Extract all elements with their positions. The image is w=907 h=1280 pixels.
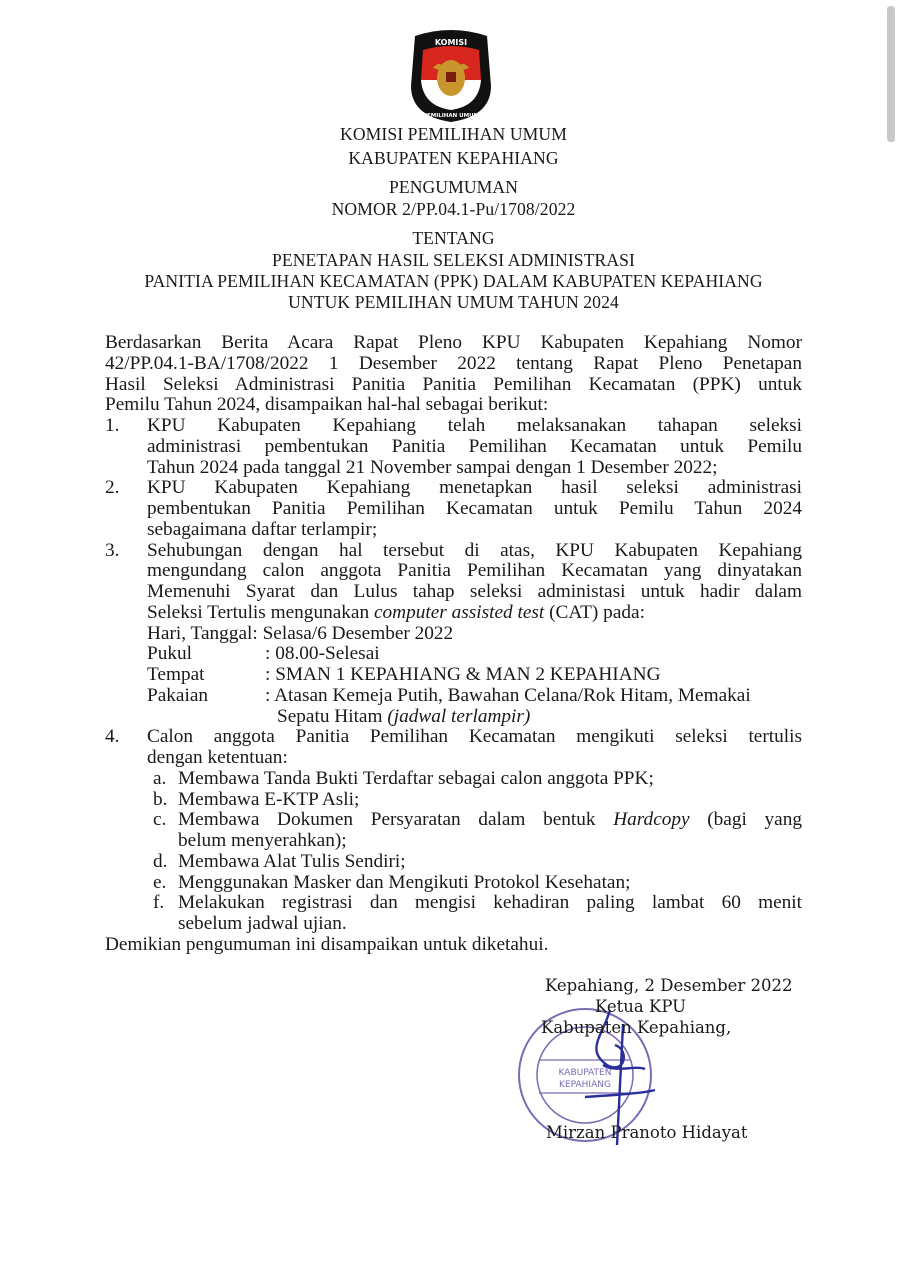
schedule-day: Hari, Tanggal: Selasa/6 Desember 2022 <box>147 622 454 644</box>
text-line: KPU Kabupaten Kepahiang menetapkan hasil seleksi administrasi <box>147 477 802 499</box>
text-line: dengan ketentuan: <box>147 747 288 768</box>
doc-number: NOMOR 2/PP.04.1-Pu/1708/2022 <box>331 199 576 219</box>
document-body <box>105 333 802 956</box>
schedule-place: Tempat : SMAN 1 KEPAHIANG & MAN 2 KEPAHIANG <box>147 664 661 685</box>
kpu-garuda-logo-icon <box>405 28 497 123</box>
scrollbar[interactable] <box>887 6 895 142</box>
requirement-item: a. Membawa Tanda Bukti Terdaftar sebagai calon anggota PPK; <box>153 767 654 789</box>
list-item <box>105 727 802 769</box>
text-line: administrasi pembentukan Panitia Pemilihan Kecamatan untuk Pemilu <box>147 435 802 457</box>
requirement-item: b. Membawa E-KTP Asli; <box>153 788 360 810</box>
closing-statement: Demikian pengumuman ini disampaikan untuk diketahui. <box>105 933 549 955</box>
text-line: pembentukan Panitia Pemilihan Kecamatan untuk Pemilu Tahun 2024 <box>147 498 802 519</box>
org-region: KABUPATEN KEPAHIANG <box>348 148 559 168</box>
intro-paragraph <box>105 333 802 416</box>
schedule-details <box>105 624 802 728</box>
text-line: mengundang calon anggota Panitia Pemilihan Kecamatan yang dinyatakan <box>147 560 802 582</box>
signatory-name: Mirzan Pranoto Hidayat <box>546 1123 748 1142</box>
text-line: Tahun 2024 pada tanggal 21 November sampai dengan 1 Desember 2022; <box>147 456 718 478</box>
list-item <box>105 541 802 624</box>
requirement-item: d. Membawa Alat Tulis Sendiri; <box>153 850 406 872</box>
about-label: TENTANG <box>412 228 495 248</box>
svg-text:PEMILIHAN UMUM: PEMILIHAN UMUM <box>422 113 480 119</box>
text-line: KPU Kabupaten Kepahiang telah melaksanakan tahapan seleksi <box>147 415 802 436</box>
text-line: Seleksi Tertulis mengunakan computer assisted test (CAT) pada: <box>147 601 645 623</box>
text-line: Berdasarkan Berita Acara Rapat Pleno KPU Kabupaten Kepahiang Nomor <box>105 332 802 353</box>
subject-line: UNTUK PEMILIHAN UMUM TAHUN 2024 <box>288 292 619 312</box>
svg-text:KEPAHIANG: KEPAHIANG <box>559 1080 611 1090</box>
text-line: Pemilu Tahun 2024, disampaikan hal-hal sebagai berikut: <box>105 394 549 416</box>
list-item <box>105 478 802 540</box>
text-line: Hasil Seleksi Administrasi Panitia Panitia Pemilihan Kecamatan (PPK) untuk <box>105 373 802 395</box>
org-name: KOMISI PEMILIHAN UMUM <box>340 124 567 144</box>
text-line: sebagaimana daftar terlampir; <box>147 518 378 540</box>
text-line: 42/PP.04.1-BA/1708/2022 1 Desember 2022 tentang Rapat Pleno Penetapan <box>105 352 802 374</box>
schedule-attire: Pakaian : Atasan Kemeja Putih, Bawahan Celana/Rok Hitam, Memakai <box>147 684 751 706</box>
requirement-item: f. Melakukan registrasi dan mengisi kehadiran paling lambat 60 menit sebelum jadwal ujian. <box>153 892 802 934</box>
text-line: Sehubungan dengan hal tersebut di atas, KPU Kabupaten Kepahiang <box>147 539 802 561</box>
text-line: Memenuhi Syarat dan Lulus tahap seleksi administasi untuk hadir dalam <box>147 581 802 602</box>
item-number: 3. <box>105 539 120 561</box>
doc-type: PENGUMUMAN <box>388 177 519 197</box>
item-number: 2. <box>105 477 120 499</box>
schedule-time: Pukul : 08.00-Selesai <box>147 643 380 665</box>
item-number: 1. <box>105 415 120 436</box>
signatory-title: Ketua KPU <box>595 997 687 1016</box>
list-item <box>105 416 802 478</box>
svg-text:KABUPATEN: KABUPATEN <box>558 1068 612 1078</box>
subject-line: PANITIA PEMILIHAN KECAMATAN (PPK) DALAM KABUPATEN KEPAHIANG <box>144 271 763 291</box>
subject-line: PENETAPAN HASIL SELEKSI ADMINISTRASI <box>271 250 636 270</box>
text-line: Sepatu Hitam (jadwal terlampir) <box>277 705 531 727</box>
signatory-title-region: Kabupaten Kepahiang, <box>541 1018 732 1037</box>
item-number: 4. <box>105 726 120 748</box>
svg-text:KOMISI: KOMISI <box>434 38 468 47</box>
signature-place-date: Kepahiang, 2 Desember 2022 <box>545 976 793 995</box>
requirement-item: e. Menggunakan Masker dan Mengikuti Protokol Kesehatan; <box>153 871 631 893</box>
text-line: Calon anggota Panitia Pemilihan Kecamatan mengikuti seleksi tertulis <box>147 726 802 748</box>
requirement-item: c. Membawa Dokumen Persyaratan dalam bentuk Hardcopy (bagi yang belum menyerahkan); <box>153 809 802 851</box>
